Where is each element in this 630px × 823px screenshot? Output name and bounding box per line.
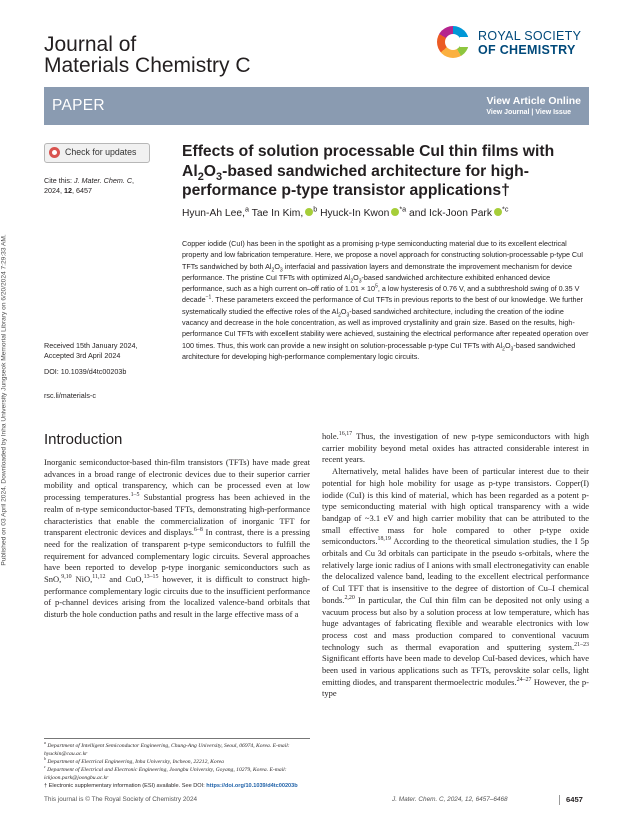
download-side-note: Published on 03 April 2024. Downloaded by Inha University Jungseok Memorial Library on 6/20/2024 7:29:33 AM. xyxy=(0,234,8,566)
footnote-affiliation-a: $^a$ Department of Intelligent Semiconductor Engineering, Chung-Ang University, Seoul, 06974, Korea. E-mail: hyuckin@cau.ac.kr xyxy=(44,741,290,757)
footer-citation: J. Mater. Chem. C, 2024, 12, 6457–6468 xyxy=(392,796,508,803)
paragraph: hole.$^{16,17}$ Thus, the investigation of new p-type semiconductors with high carrier mobility beyond metal oxides has attracted considerable interest in recent years. xyxy=(322,431,589,465)
author-name: Tae In Kim, xyxy=(251,208,304,219)
check-for-updates-button[interactable] xyxy=(44,143,150,163)
publisher-name-line1: ROYAL SOCIETY xyxy=(478,29,582,43)
footnote-divider xyxy=(44,738,310,739)
journal-title-line2: Materials Chemistry C xyxy=(44,54,251,77)
footnote-affiliation-b: $^b$ Department of Electrical Engineering, Inha University, Incheon, 22212, Korea xyxy=(44,757,224,765)
view-article-online-link[interactable]: View Article Online xyxy=(486,95,581,107)
page-number: 6457 xyxy=(566,795,583,804)
view-issue-link[interactable]: View Issue xyxy=(535,109,571,116)
cite-year: 2024, xyxy=(44,186,64,195)
article-dates xyxy=(44,341,138,361)
title-part: -based sandwiched architecture for high-performance p-type transistor applications xyxy=(182,162,529,199)
author-affiliation: a xyxy=(244,204,249,214)
author-name: and Ick-Joon Park xyxy=(409,208,493,219)
title-sub: 2 xyxy=(197,170,204,183)
section-heading-introduction: Introduction xyxy=(44,431,123,448)
view-links xyxy=(486,109,571,116)
doi[interactable]: DOI: 10.1039/d4tc00203b xyxy=(44,367,127,376)
paragraph: Inorganic semiconductor-based thin-film transistors (TFTs) have made great advances in a broad range of electronic devices due to their superior carrier mobility and optical transparency, which can be processed even at low processing temperatures.$^{1-5}$ Substantial progress has been achieved in the realm of n-type semiconductor-based TFTs, demonstrating high-performance characteristics that enable the commercialization of inorganic TFT for transparent electronic devices and displays.$^{6-8}$ In contrast, there is a pressing need for the realization of transparent p-type semiconductors to fulfill the requirement for advanced complementary logic circuits. Several approaches have been reported to develop p-type inorganic semiconductors such as SnO,$^{9,10}$ NiO,$^{11,12}$ and CuO,$^{13-15}$ however, it is difficult to construct high-performance complementary logic circuits due to the insufficient performance of p-channel devices arising from the localized valence-band orbitals that disturb the hole conduction paths and result in the large effective mass of a xyxy=(44,457,311,620)
author-name: Hyuck-In Kwon xyxy=(320,208,390,219)
journal-title xyxy=(44,34,251,76)
abstract: Copper iodide (CuI) has been in the spotlight as a promising p-type semiconducting material due to its excellent electrical property and low fabrication temperature. Here, we propose a novel approach for constructing solution-processable p-type CuI TFTs sandwiched by both $Al_2O_3$ interfacial and passivation layers and demonstrate the improvement mechanism for device performance. The pristine CuI TFTs with optimized $Al_2O_3$-based sandwiched architecture exhibited enhanced device performance, such as a high current on–off ratio of $1.01 \times 10^5$, a low hysteresis of 0.76 V, and a subthreshold swing of 0.35 V decade$^{-1}$. These parameters exceed the performance of CuI TFTs in previous reports to the best of our knowledge. We further systematically studied the effective roles of the $Al_2O_3$-based sandwiched architecture, including the creation of the iodine vacancy and decrease in the hole concentration, as well as improved crystallinity and grain size. Based on the results, high-performance CuI TFTs with excellent stability were achieved, sustaining the electrical performance after repeated operation over 100 times. Thus, this work can provide a new insight on solution-processable p-type CuI TFTs with $Al_2O_3$-based sandwiched architecture for developing high-performance complementary logic circuits. xyxy=(182,239,589,361)
article-type-label: PAPER xyxy=(52,97,105,114)
cite-label: Cite this: xyxy=(44,176,74,185)
check-updates-icon xyxy=(49,147,60,158)
cite-volume: 12 xyxy=(63,186,72,195)
orcid-icon[interactable] xyxy=(494,208,502,216)
rsc-logo-hole xyxy=(445,34,461,50)
author-list xyxy=(182,204,509,219)
body-column-right xyxy=(322,431,589,700)
view-separator: | xyxy=(531,109,534,116)
title-sub: 3 xyxy=(216,170,223,183)
title-part: Effects of solution processable CuI thin films with Al xyxy=(182,143,555,180)
article-title xyxy=(182,142,592,201)
citation: Cite this: J. Mater. Chem. C, 2024, 12, 6457 xyxy=(44,176,135,195)
journal-title-line1: Journal of xyxy=(44,33,137,56)
title-part: O xyxy=(203,162,216,180)
view-journal-link[interactable]: View Journal xyxy=(486,109,530,116)
rsc-logo-gap xyxy=(460,37,472,47)
body-column-left xyxy=(44,457,310,621)
title-esi-mark: † xyxy=(501,182,510,199)
accepted-date: Accepted 3rd April 2024 xyxy=(44,351,121,360)
article-type-banner xyxy=(44,87,589,125)
paragraph: Alternatively, metal halides have been of particular interest due to their potential for high hole mobility for usage as p-type transistors. Copper(I) iodide (CuI) is this kind of material, which has been regarded as a potent p-type semiconducting material with high optical transparency with a wide bandgap of ~3.1 eV and high carrier mobility that can be attributed to the small effective mass for hole compared to other p-type oxide semiconductors.$^{18,19}$ According to the theoretical simulation studies, the I 5p orbitals and Cu 3d orbitals can participate in the pseudo s-orbitals, where the relatively large ionic radius of I anions with small electronegativity can enable the delocalized valence band, leading to the excellent electrical performance of CuI TFT that is insensitive to the degree of distortion of Cu–I chemical bonds.$^{2,20}$ In particular, the CuI thin film can be deposited not only using a vacuum process but also by a solution process at low temperature, which has huge advantages of fabricating flexible and wearable electronics with low process cost and mass production compared to conventional vacuum technology such as thermal evaporation and sputtering system.$^{21-23}$ Significant efforts have been made to develop CuI-based devices, which have been used in various applications such as TFTs, perovskite solar cells, light emitting diodes, and transparent thermoelectric modules.$^{24-27}$ However, the p-type xyxy=(322,466,589,699)
footnote-esi: † Electronic supplementary information (ESI) available. See DOI: https://doi.org/10.1039/d4tc00203b xyxy=(44,783,298,789)
orcid-icon[interactable] xyxy=(305,208,313,216)
footer-copyright: This journal is © The Royal Society of Chemistry 2024 xyxy=(44,796,198,803)
esi-doi-link[interactable]: https://doi.org/10.1039/d4tc00203b xyxy=(206,783,298,789)
author-affiliation: *a xyxy=(399,204,407,214)
received-date: Received 15th January 2024, xyxy=(44,341,138,350)
publisher-name-line2: OF CHEMISTRY xyxy=(478,43,576,57)
author-affiliation: b xyxy=(313,204,318,214)
cite-journal: J. Mater. Chem. C xyxy=(73,176,133,185)
cite-pages: , 6457 xyxy=(71,186,92,195)
check-updates-label: Check for updates xyxy=(65,147,137,157)
footnote-affiliation-c: $^c$ Department of Electrical and Electronic Engineering, Joongbu University, Goyang, 10279, Korea. E-mail: ickjoon.park@joongbu.ac.kr xyxy=(44,765,287,781)
author-affiliation: *c xyxy=(502,204,509,214)
footer-divider xyxy=(559,795,560,805)
author-name: Hyun-Ah Lee, xyxy=(182,208,245,219)
rsc-journal-link[interactable]: rsc.li/materials-c xyxy=(44,391,96,400)
